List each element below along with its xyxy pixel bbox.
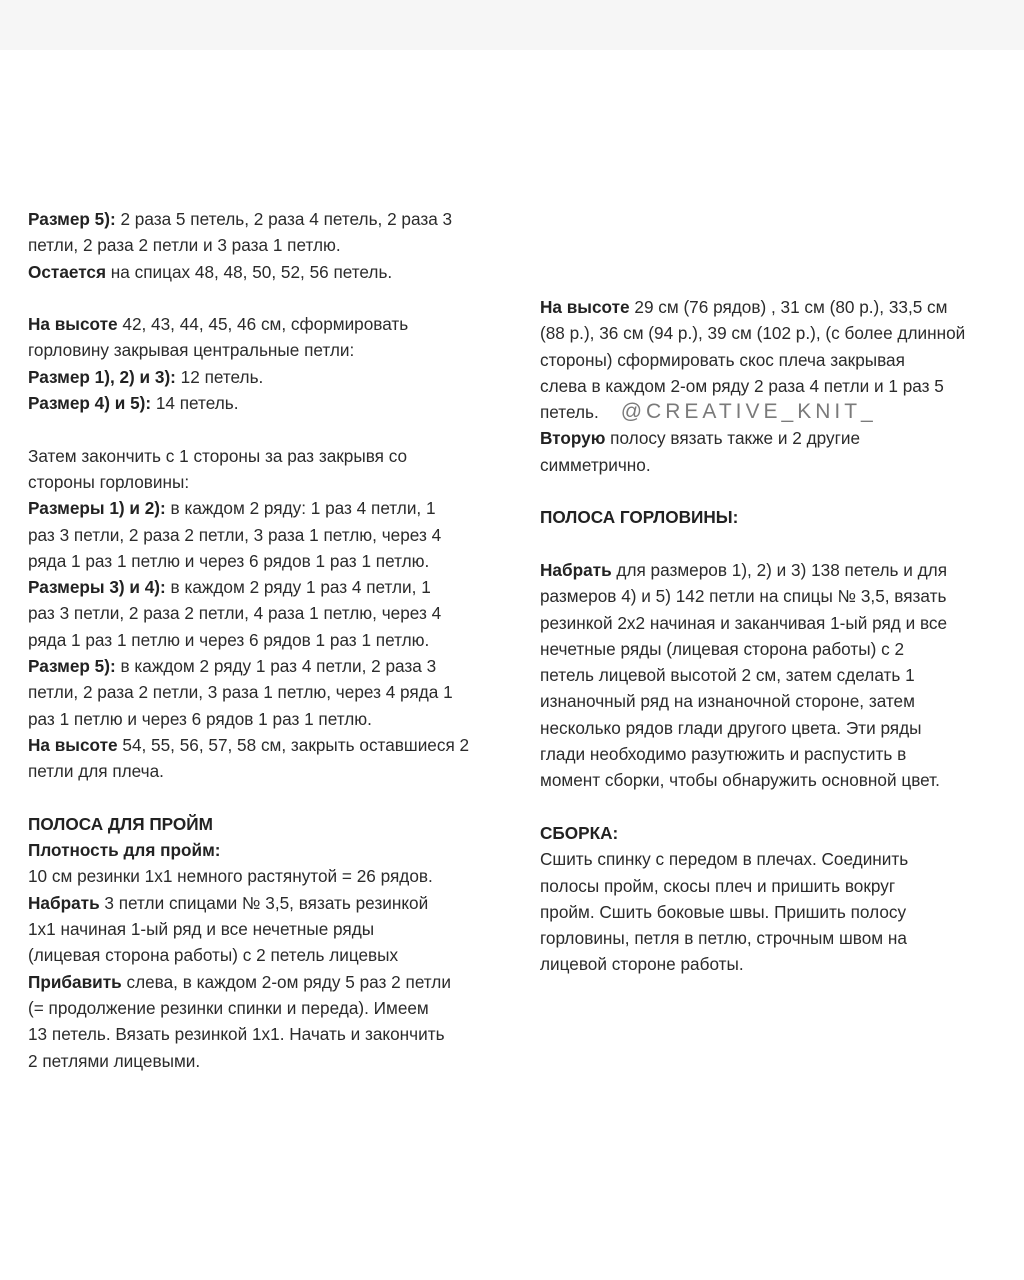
text-line: 2 петлями лицевыми.: [28, 1050, 201, 1071]
text-line: Сшить спинку с передом в плечах. Соединить: [540, 849, 909, 870]
text-line: На высоте 54, 55, 56, 57, 58 см, закрыть оставшиеся 2: [28, 734, 470, 755]
text-line: пройм. Сшить боковые швы. Пришить полосу: [540, 901, 907, 922]
text-line: стороны горловины:: [28, 471, 190, 492]
text-line: момент сборки, чтобы обнаружить основной цвет.: [540, 770, 940, 791]
neckline-block: [28, 311, 508, 416]
text-line: несколько рядов глади другого цвета. Эти ряды: [540, 717, 922, 738]
text-line: (= продолжение резинки спинки и переда). Имеем: [28, 997, 429, 1018]
text-line: лицевой стороне работы.: [540, 954, 744, 975]
text-line: изнаночный ряд на изнаночной стороне, затем: [540, 691, 915, 712]
text-line: симметрично.: [540, 454, 651, 475]
text-line: глади необходимо разутюжить и распустить в: [540, 744, 907, 765]
text-line: Плотность для пройм:: [28, 840, 221, 861]
text-line: нечетные ряды (лицевая сторона работы) с 2: [540, 638, 905, 659]
section-heading: ПОЛОСА ГОРЛОВИНЫ:: [540, 507, 739, 528]
right-column: [540, 294, 1010, 978]
left-column: [28, 206, 508, 1074]
text-line: стороны) сформировать скос плеча закрывая: [540, 349, 905, 370]
text-line: петли для плеча.: [28, 761, 164, 782]
text-line: петель лицевой высотой 2 см, затем сделать 1: [540, 665, 915, 686]
text-line: горловину закрывая центральные петли:: [28, 340, 355, 361]
text-line: (88 р.), 36 см (94 р.), 39 см (102 р.), (с более длинной: [540, 323, 966, 344]
neck-band-block: [540, 557, 1010, 794]
section-heading: ПОЛОСА ДЛЯ ПРОЙМ: [28, 813, 213, 834]
text-line: резинкой 2х2 начиная и заканчивая 1-ый ряд и все: [540, 612, 948, 633]
finish-side-block: [28, 443, 508, 785]
text-line: (лицевая сторона работы) с 2 петель лицевых: [28, 945, 399, 966]
text-line: ряда 1 раз 1 петлю и через 6 рядов 1 раз 1 петлю.: [28, 550, 430, 571]
section-heading: СБОРКА:: [540, 822, 619, 843]
text-line: слева в каждом 2-ом ряду 2 раза 4 петли и 1 раз 5: [540, 375, 944, 396]
text-line: Вторую полосу вязать также и 2 другие: [540, 428, 861, 449]
text-line: 1х1 начиная 1-ый ряд и все нечетные ряды: [28, 919, 375, 940]
text-line: Размер 5): 2 раза 5 петель, 2 раза 4 петель, 2 раза 3: [28, 209, 453, 229]
text-line: горловины, петля в петлю, строчным швом на: [540, 928, 907, 949]
text-line: Размер 1), 2) и 3): 12 петель.: [28, 366, 264, 387]
text-line: Набрать для размеров 1), 2) и 3) 138 петель и для: [540, 559, 947, 580]
assembly-block: [540, 820, 1010, 978]
text-line: Размер 5): в каждом 2 ряду 1 раз 4 петли, 2 раза 3: [28, 656, 437, 677]
shoulder-slope-block: [540, 294, 1010, 478]
text-line: Набрать 3 петли спицами № 3,5, вязать резинкой: [28, 892, 429, 913]
text-line: Затем закончить с 1 стороны за раз закрывя со: [28, 445, 408, 466]
text-line: Размеры 3) и 4): в каждом 2 ряду 1 раз 4 петли, 1: [28, 577, 431, 598]
size5-block: [28, 206, 508, 285]
text-line: раз 1 петлю и через 6 рядов 1 раз 1 петлю.: [28, 708, 372, 729]
neck-band-heading-block: [540, 504, 1010, 530]
armhole-band-block: [28, 811, 508, 1074]
text-line: Остается на спицах 48, 48, 50, 52, 56 петель.: [28, 261, 393, 282]
text-line: 10 см резинки 1х1 немного растянутой = 26 рядов.: [28, 866, 433, 887]
text-line: полосы пройм, скосы плеч и пришить вокруг: [540, 875, 896, 896]
text-line: раз 3 петли, 2 раза 2 петли, 3 раза 1 петлю, через 4: [28, 524, 442, 545]
text-line: Размер 4) и 5): 14 петель.: [28, 393, 239, 414]
text-line: петель. @CREATIVE_KNIT_: [540, 400, 877, 424]
text-line: На высоте 42, 43, 44, 45, 46 см, сформировать: [28, 314, 409, 335]
text-line: На высоте 29 см (76 рядов) , 31 см (80 р.), 33,5 см: [540, 297, 948, 317]
text-line: петли, 2 раза 2 петли и 3 раза 1 петлю.: [28, 235, 341, 256]
text-line: Прибавить слева, в каждом 2-ом ряду 5 раз 2 петли: [28, 971, 451, 992]
text-line: 13 петель. Вязать резинкой 1х1. Начать и закончить: [28, 1024, 445, 1045]
text-line: петли, 2 раза 2 петли, 3 раза 1 петлю, через 4 ряда 1: [28, 682, 453, 703]
text-line: ряда 1 раз 1 петлю и через 6 рядов 1 раз 1 петлю.: [28, 629, 430, 650]
text-line: Размеры 1) и 2): в каждом 2 ряду: 1 раз 4 петли, 1: [28, 498, 436, 519]
text-line: размеров 4) и 5) 142 петли на спицы № 3,5, вязать: [540, 586, 947, 607]
watermark: @CREATIVE_KNIT_: [620, 400, 877, 424]
text-line: раз 3 петли, 2 раза 2 петли, 4 раза 1 петлю, через 4: [28, 603, 442, 624]
top-bar: [0, 0, 1024, 50]
